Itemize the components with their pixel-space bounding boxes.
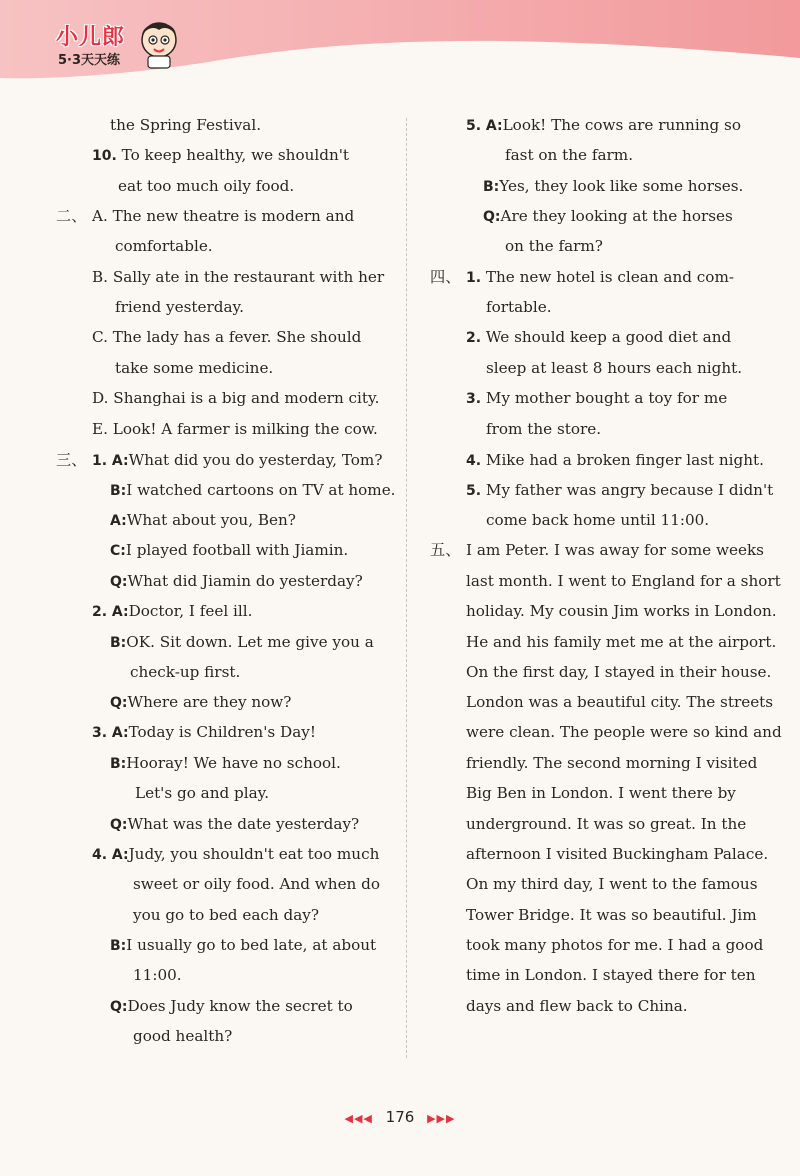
dialog-question: Q:What did Jiamin do yesterday? bbox=[110, 572, 363, 590]
passage-line: London was a beautiful city. The streets bbox=[466, 693, 774, 711]
text-line: good health? bbox=[133, 1027, 233, 1045]
dialog-3-line: 3. A:Today is Children's Day! bbox=[92, 723, 316, 741]
text-line: sleep at least 8 hours each night. bbox=[486, 359, 743, 377]
passage-line: were clean. The people were so kind and bbox=[466, 723, 782, 741]
section-2-label: 二、 bbox=[56, 207, 87, 225]
dialog-line: A:What about you, Ben? bbox=[110, 511, 296, 529]
option-e: E. Look! A farmer is milking the cow. bbox=[92, 420, 378, 438]
dialog-2-line: 2. A:Doctor, I feel ill. bbox=[92, 602, 253, 620]
text-line: sweet or oily food. And when do bbox=[133, 875, 381, 893]
passage-line: friendly. The second morning I visited bbox=[466, 754, 758, 772]
arrow-left-icon: ◀◀◀ bbox=[344, 1112, 373, 1125]
section-3-label: 三、 bbox=[56, 451, 87, 469]
dialog-question: Q:Are they looking at the horses bbox=[483, 207, 733, 225]
dialog-line: C:I played football with Jiamin. bbox=[110, 541, 349, 559]
dialog-line: B:Hooray! We have no school. bbox=[110, 754, 341, 772]
text-line: come back home until 11:00. bbox=[486, 511, 710, 529]
passage-line: On the first day, I stayed in their house. bbox=[466, 663, 772, 681]
section-4-label: 四、 bbox=[430, 268, 461, 286]
passage-line: He and his family met me at the airport. bbox=[466, 633, 777, 651]
dialog-line: B:I watched cartoons on TV at home. bbox=[110, 481, 396, 499]
text-line: 11:00. bbox=[133, 966, 182, 984]
logo-title: 小儿郎 bbox=[56, 25, 126, 50]
section-5-label: 五、 bbox=[430, 541, 461, 559]
dialog-question: Q:What was the date yesterday? bbox=[110, 815, 360, 833]
passage-line: time in London. I stayed there for ten bbox=[466, 966, 756, 984]
brand-logo bbox=[56, 20, 125, 68]
text-line: fortable. bbox=[486, 298, 552, 316]
option-d: D. Shanghai is a big and modern city. bbox=[92, 389, 380, 407]
option-a: A. The new theatre is modern and bbox=[92, 207, 355, 225]
dialog-line: B:OK. Sit down. Let me give you a bbox=[110, 633, 374, 651]
page-header bbox=[0, 0, 800, 95]
dialog-1-line: 1. A:What did you do yesterday, Tom? bbox=[92, 451, 383, 469]
passage-line: last month. I went to England for a short bbox=[466, 572, 781, 590]
option-c: C. The lady has a fever. She should bbox=[92, 328, 362, 346]
dialog-question: Q:Where are they now? bbox=[110, 693, 292, 711]
sentence-4: 4. Mike had a broken finger last night. bbox=[466, 451, 764, 469]
passage-line: I am Peter. I was away for some weeks bbox=[466, 541, 764, 559]
text-line: on the farm? bbox=[505, 237, 603, 255]
sentence-1: 1. The new hotel is clean and com- bbox=[466, 268, 734, 286]
text-line: you go to bed each day? bbox=[133, 906, 320, 924]
passage-line: On my third day, I went to the famous bbox=[466, 875, 758, 893]
passage-line: Big Ben in London. I went there by bbox=[466, 784, 736, 802]
passage-line: afternoon I visited Buckingham Palace. bbox=[466, 845, 769, 863]
sentence-2: 2. We should keep a good diet and bbox=[466, 328, 732, 346]
passage-line: Tower Bridge. It was so beautiful. Jim bbox=[466, 906, 757, 924]
sentence-3: 3. My mother bought a toy for me bbox=[466, 389, 728, 407]
dialog-line: B:I usually go to bed late, at about bbox=[110, 936, 377, 954]
text-line: from the store. bbox=[486, 420, 602, 438]
mascot-boy-icon bbox=[134, 14, 184, 70]
text-line: take some medicine. bbox=[115, 359, 274, 377]
text-line: fast on the farm. bbox=[505, 146, 634, 164]
text-line: friend yesterday. bbox=[115, 298, 244, 316]
dialog-line: B:Yes, they look like some horses. bbox=[483, 177, 744, 195]
dialog-5-line: 5. A:Look! The cows are running so bbox=[466, 116, 741, 134]
passage-line: days and flew back to China. bbox=[466, 997, 688, 1015]
arrow-right-icon: ▶▶▶ bbox=[427, 1112, 456, 1125]
column-divider bbox=[406, 118, 407, 1058]
dialog-4-line: 4. A:Judy, you shouldn't eat too much bbox=[92, 845, 380, 863]
text-line: Let's go and play. bbox=[135, 784, 270, 802]
sentence-5: 5. My father was angry because I didn't bbox=[466, 481, 774, 499]
text-line: comfortable. bbox=[115, 237, 213, 255]
passage-line: underground. It was so great. In the bbox=[466, 815, 747, 833]
dialog-question: Q:Does Judy know the secret to bbox=[110, 997, 353, 1015]
passage-line: holiday. My cousin Jim works in London. bbox=[466, 602, 777, 620]
item-10: 10. To keep healthy, we shouldn't bbox=[92, 146, 350, 164]
text-line: the Spring Festival. bbox=[110, 116, 262, 134]
page-number: 176 bbox=[385, 1108, 415, 1126]
passage-line: took many photos for me. I had a good bbox=[466, 936, 764, 954]
page-footer bbox=[0, 1108, 800, 1126]
logo-subtitle: 5·3天天练 bbox=[58, 53, 121, 68]
text-line: check-up first. bbox=[130, 663, 241, 681]
text-line: eat too much oily food. bbox=[118, 177, 295, 195]
option-b: B. Sally ate in the restaurant with her bbox=[92, 268, 385, 286]
